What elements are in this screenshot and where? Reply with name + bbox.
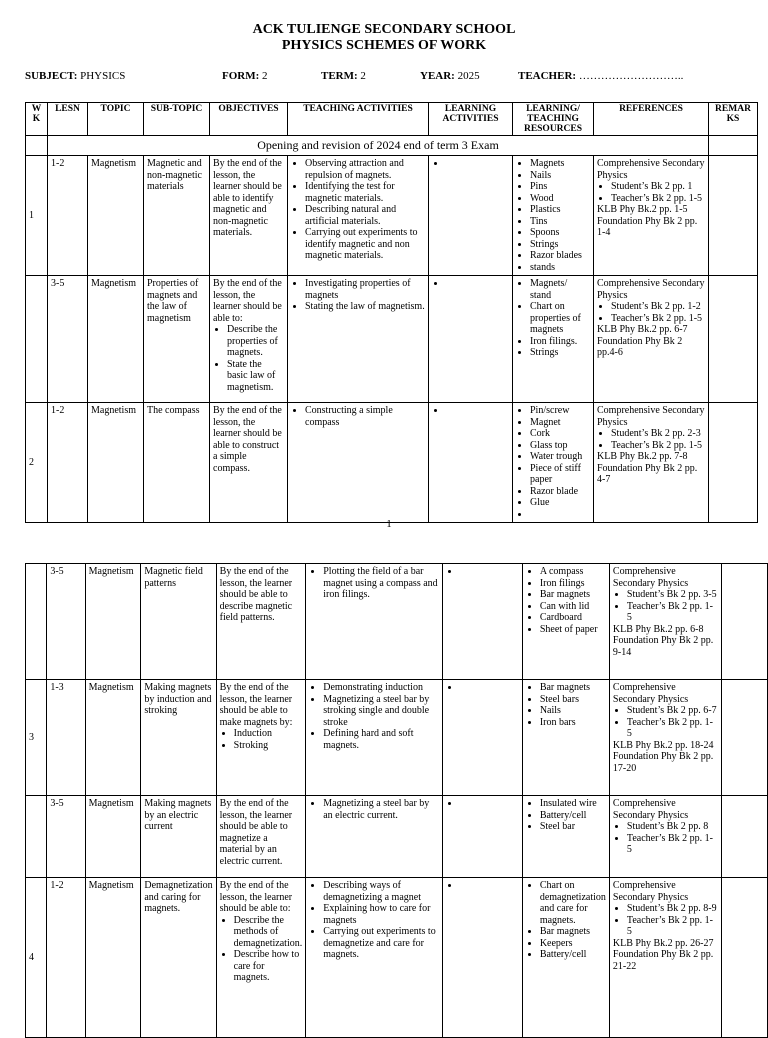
teaching-activity-item: • Identifying the test for magnetic materials. <box>305 181 425 204</box>
reference-item: • Student’s Bk 2 pp. 8 <box>627 821 718 833</box>
teaching-activity-item: • Observing attraction and repulsion of magnets. <box>305 158 425 181</box>
opening-row <box>26 136 758 156</box>
reference-list <box>613 903 718 938</box>
subtopic-cell: Making magnets by an electric current <box>141 796 216 878</box>
teaching-activity-item: • Describing natural and artificial materials. <box>305 204 425 227</box>
learning-cell <box>443 564 523 680</box>
scheme-table-page-1 <box>25 102 758 523</box>
resource-item: • Magnets <box>530 158 590 170</box>
col-subtopic: SUB-TOPIC <box>144 103 210 136</box>
teaching-activity-item: • Demonstrating induction <box>323 682 439 694</box>
reference-head: Comprehensive Secondary Physics <box>597 158 705 181</box>
reference-line: Foundation Phy Bk 2 pp. 9-14 <box>612 635 714 658</box>
reference-line: Foundation Phy Bk 2 pp. 17-20 <box>612 751 714 774</box>
reference-line: Foundation Phy Bk 2 pp. 21-22 <box>612 949 714 972</box>
learning-item <box>446 278 509 290</box>
resource-item: • Nails <box>530 170 590 182</box>
learning-list <box>432 405 509 417</box>
objectives-cell <box>210 156 288 276</box>
resource-item: • Strings <box>530 347 590 359</box>
col-learning: LEARNING ACTIVITIES <box>429 103 513 136</box>
resource-item: • Wood <box>530 193 590 205</box>
teaching-activity-item: • Plotting the field of a bar magnet using a compass and iron filings. <box>323 566 439 601</box>
resource-item: • Iron filings. <box>530 336 590 348</box>
header-row <box>26 103 758 136</box>
objectives-cell <box>210 276 288 403</box>
learning-item <box>460 880 519 892</box>
reference-line: Foundation Phy Bk 2 pp.4-6 <box>597 335 683 358</box>
reference-head: Comprehensive Secondary Physics <box>612 880 689 903</box>
topic-cell: Magnetism <box>85 796 141 878</box>
teaching-activity-item: • Describing ways of demagnetizing a magnet <box>323 880 439 903</box>
learning-list <box>446 798 519 810</box>
remarks-cell <box>721 564 767 680</box>
resource-item: • Water trough <box>530 451 590 463</box>
remarks-cell <box>721 878 767 1038</box>
week-cell: 1 <box>26 156 48 276</box>
reference-item: • Student’s Bk 2 pp. 1-2 <box>611 301 705 313</box>
objectives-text: By the end of the lesson, the learner should be able to make magnets by: <box>219 682 293 728</box>
resource-item: • Chart on demagnetization and care for magnets. <box>540 880 606 926</box>
resource-item: • Bar magnets <box>540 682 606 694</box>
resource-item: • Sheet of paper <box>540 624 606 636</box>
reference-item: • Teacher’s Bk 2 pp. 1-5 <box>627 833 718 856</box>
reference-list <box>613 821 718 856</box>
resource-item: • Magnets/ stand <box>530 278 590 301</box>
resource-item: • Nails <box>540 705 606 717</box>
reference-line: Foundation Phy Bk 2 pp. 1-4 <box>597 215 698 238</box>
teaching-activity-list <box>291 405 425 428</box>
resource-item: • Steel bar <box>540 821 606 833</box>
teaching-cell <box>306 878 443 1038</box>
learning-cell <box>443 796 523 878</box>
topic-cell: Magnetism <box>85 564 141 680</box>
topic-cell: Magnetism <box>85 878 141 1038</box>
reference-head: Comprehensive Secondary Physics <box>597 278 705 301</box>
resource-item: • Plastics <box>530 204 590 216</box>
reference-item: • Teacher’s Bk 2 pp. 1-5 <box>627 915 718 938</box>
resource-item: • Keepers <box>540 938 606 950</box>
resource-item: • Glue <box>530 497 590 509</box>
page-number: 1 <box>386 518 392 530</box>
reference-list <box>613 589 718 624</box>
resource-item: • Glass top <box>530 440 590 452</box>
resource-list <box>526 566 606 635</box>
resource-item: • Pin/screw <box>530 405 590 417</box>
week-cell <box>26 796 47 878</box>
reference-line: KLB Phy Bk.2 pp. 18-24 <box>612 739 714 751</box>
topic-cell: Magnetism <box>88 403 144 523</box>
teaching-activity-item: • Constructing a simple compass <box>305 405 425 428</box>
remarks-cell <box>709 276 758 403</box>
reference-line: KLB Phy Bk.2 pp. 6-7 <box>597 324 688 335</box>
col-lesn: LESN <box>48 103 88 136</box>
objective-list <box>213 324 284 393</box>
teaching-cell <box>306 680 443 796</box>
learning-list <box>446 880 519 892</box>
teaching-activity-list <box>309 682 439 751</box>
week-cell: 3 <box>26 680 47 796</box>
resource-item: • Razor blades <box>530 250 590 262</box>
objectives-text: By the end of the lesson, the learner should be able to identify magnetic and non-magnetic materials. <box>213 158 282 238</box>
subtopic-cell: Magnetic field patterns <box>141 564 216 680</box>
resource-list <box>516 158 590 273</box>
col-objectives: OBJECTIVES <box>210 103 288 136</box>
resources-cell <box>513 403 594 523</box>
week-cell <box>26 276 48 403</box>
resource-item: • Chart on properties of magnets <box>530 301 590 336</box>
week-cell: 4 <box>26 878 47 1038</box>
remarks-cell <box>721 796 767 878</box>
reference-item: • Student’s Bk 2 pp. 8-9 <box>627 903 718 915</box>
learning-cell <box>443 680 523 796</box>
resources-cell <box>522 564 609 680</box>
reference-line: KLB Phy Bk.2 pp. 6-8 <box>612 623 704 635</box>
reference-item: • Teacher’s Bk 2 pp. 1-5 <box>627 601 718 624</box>
references-cell <box>609 796 721 878</box>
reference-line: KLB Phy Bk.2 pp. 1-5 <box>597 204 688 215</box>
resources-cell <box>522 680 609 796</box>
resource-list <box>516 405 590 520</box>
teaching-activity-item: • Carrying out experiments to demagnetize and care for magnets. <box>323 926 439 961</box>
learning-item <box>460 798 519 810</box>
learning-item <box>446 405 509 417</box>
subtopic-cell: Properties of magnets and the law of magnetism <box>144 276 210 403</box>
table-row <box>26 878 768 1038</box>
remarks-cell <box>709 403 758 523</box>
teaching-activity-list <box>291 158 425 262</box>
objective-item: • Describe how to care for magnets. <box>234 949 303 984</box>
resource-item: • A compass <box>540 566 606 578</box>
lesson-cell: 3-5 <box>47 796 85 878</box>
reference-head: Comprehensive Secondary Physics <box>597 405 705 428</box>
resource-item: • Spoons <box>530 227 590 239</box>
resource-item: • Insulated wire <box>540 798 606 810</box>
resource-item: • Battery/cell <box>540 810 606 822</box>
learning-cell <box>429 403 513 523</box>
resources-cell <box>522 796 609 878</box>
learning-cell <box>443 878 523 1038</box>
teaching-activity-item: • Magnetizing a steel bar by stroking single and double stroke <box>323 694 439 729</box>
reference-line: KLB Phy Bk.2 pp. 7-8 <box>597 451 688 462</box>
subtopic-cell: Magnetic and non-magnetic materials <box>144 156 210 276</box>
learning-list <box>432 278 509 290</box>
objective-item: • Induction <box>234 728 303 740</box>
objective-item: • State the basic law of magnetism. <box>227 359 284 394</box>
table-row <box>26 796 768 878</box>
lesson-cell: 3-5 <box>48 276 88 403</box>
resource-item: • Battery/cell <box>540 949 606 961</box>
objectives-text: By the end of the lesson, the learner should be able to magnetize a material by an electric current. <box>219 798 293 867</box>
resource-item: • Bar magnets <box>540 589 606 601</box>
col-references: REFERENCES <box>594 103 709 136</box>
topic-cell: Magnetism <box>88 276 144 403</box>
reference-line: KLB Phy Bk.2 pp. 26-27 <box>612 937 714 949</box>
reference-item: • Student’s Bk 2 pp. 6-7 <box>627 705 718 717</box>
reference-item: • Teacher’s Bk 2 pp. 1-5 <box>611 440 705 452</box>
week-cell <box>26 564 47 680</box>
reference-head: Comprehensive Secondary Physics <box>612 798 689 821</box>
resource-item: • Iron bars <box>540 717 606 729</box>
objectives-cell <box>216 796 306 878</box>
resource-list <box>526 682 606 728</box>
teaching-activity-list <box>309 880 439 961</box>
teaching-activity-list <box>309 566 439 601</box>
teaching-activity-item: • Stating the law of magnetism. <box>305 301 425 313</box>
resources-cell <box>513 156 594 276</box>
form-field: FORM: 2 <box>222 70 268 82</box>
reference-list <box>597 181 705 204</box>
resource-item: • Can with lid <box>540 601 606 613</box>
reference-item: • Student’s Bk 2 pp. 1 <box>611 181 705 193</box>
teacher-field: TEACHER: ……………………….. <box>518 70 684 82</box>
lesson-cell: 3-5 <box>47 564 85 680</box>
teaching-activity-item: • Magnetizing a steel bar by an electric current. <box>323 798 439 821</box>
references-cell <box>594 156 709 276</box>
resource-item: • Strings <box>530 239 590 251</box>
teaching-activity-list <box>309 798 439 821</box>
school-name: ACK TULIENGE SECONDARY SCHOOL <box>252 22 516 37</box>
col-wk: W K <box>26 103 48 136</box>
resources-cell <box>513 276 594 403</box>
teaching-activity-item: • Investigating properties of magnets <box>305 278 425 301</box>
references-cell <box>609 564 721 680</box>
table-row <box>26 564 768 680</box>
document-title: PHYSICS SCHEMES OF WORK <box>281 38 487 53</box>
objective-item: • Stroking <box>234 740 303 752</box>
objectives-text: By the end of the lesson, the learner should be able to: <box>219 880 293 914</box>
teaching-activity-item: • Defining hard and soft magnets. <box>323 728 439 751</box>
col-resources: LEARNING/ TEACHING RESOURCES <box>513 103 594 136</box>
resource-list <box>516 278 590 359</box>
table-row <box>26 680 768 796</box>
table-row <box>26 403 758 523</box>
resource-item: • Piece of stiff paper <box>530 463 590 486</box>
resource-item: • stands <box>530 262 590 274</box>
col-remarks: REMAR KS <box>709 103 758 136</box>
learning-list <box>446 682 519 694</box>
references-cell <box>594 276 709 403</box>
resource-item: • Iron filings <box>540 578 606 590</box>
resource-item: • Magnet <box>530 417 590 429</box>
lesson-cell: 1-3 <box>47 680 85 796</box>
reference-item: • Student’s Bk 2 pp. 2-3 <box>611 428 705 440</box>
col-topic: TOPIC <box>88 103 144 136</box>
teaching-cell <box>288 276 429 403</box>
year-field: YEAR: 2025 <box>420 70 480 82</box>
lesson-cell: 1-2 <box>47 878 85 1038</box>
resource-item: • Cork <box>530 428 590 440</box>
reference-line: Foundation Phy Bk 2 pp. 4-7 <box>597 462 698 485</box>
teaching-activity-item: • Explaining how to care for magnets <box>323 903 439 926</box>
teaching-cell <box>306 564 443 680</box>
objectives-text: By the end of the lesson, the learner should be able to describe magnetic field patterns. <box>219 566 293 623</box>
teaching-cell <box>306 796 443 878</box>
topic-cell: Magnetism <box>85 680 141 796</box>
subject-field: SUBJECT: PHYSICS <box>25 70 126 82</box>
objective-list <box>220 915 303 984</box>
resource-list <box>526 880 606 961</box>
resource-item: • Tins <box>530 216 590 228</box>
topic-cell: Magnetism <box>88 156 144 276</box>
week-cell: 2 <box>26 403 48 523</box>
subtopic-cell: Making magnets by induction and stroking <box>141 680 216 796</box>
references-cell <box>609 680 721 796</box>
objectives-text: By the end of the lesson, the learner should be able to: <box>213 278 282 324</box>
learning-cell <box>429 156 513 276</box>
remarks-cell <box>709 156 758 276</box>
objectives-cell <box>210 403 288 523</box>
objectives-text: By the end of the lesson, the learner should be able to construct a simple compass. <box>213 405 282 474</box>
objectives-cell <box>216 680 306 796</box>
resource-item: • Pins <box>530 181 590 193</box>
reference-head: Comprehensive Secondary Physics <box>612 682 689 705</box>
opening-text: Opening and revision of 2024 end of term 3 Exam <box>48 136 709 156</box>
learning-list <box>446 566 519 578</box>
objective-item: • Describe the methods of demagnetization. <box>234 915 303 950</box>
subtopic-cell: The compass <box>144 403 210 523</box>
teaching-activity-list <box>291 278 425 313</box>
teaching-activity-item: • Carrying out experiments to identify magnetic and non magnetic materials. <box>305 227 425 262</box>
table-row <box>26 276 758 403</box>
reference-item: • Teacher’s Bk 2 pp. 1-5 <box>611 313 705 325</box>
col-teaching: TEACHING ACTIVITIES <box>288 103 429 136</box>
learning-list <box>432 158 509 170</box>
resource-item: • Bar magnets <box>540 926 606 938</box>
lesson-cell: 1-2 <box>48 403 88 523</box>
lesson-cell: 1-2 <box>48 156 88 276</box>
reference-list <box>613 705 718 740</box>
remarks-cell <box>721 680 767 796</box>
references-cell <box>609 878 721 1038</box>
learning-item <box>460 566 519 578</box>
learning-item <box>460 682 519 694</box>
resources-cell <box>522 878 609 1038</box>
reference-list <box>597 301 705 324</box>
learning-cell <box>429 276 513 403</box>
reference-item: • Teacher’s Bk 2 pp. 1-5 <box>627 717 718 740</box>
resource-item: • Cardboard <box>540 612 606 624</box>
learning-item <box>446 158 509 170</box>
resource-item: • Steel bars <box>540 694 606 706</box>
teaching-cell <box>288 403 429 523</box>
resource-item: • Razor blade <box>530 486 590 498</box>
objectives-cell <box>216 564 306 680</box>
term-field: TERM: 2 <box>321 70 366 82</box>
objective-item: • Describe the properties of magnets. <box>227 324 284 359</box>
table-row <box>26 156 758 276</box>
subtopic-cell: Demagnetization and caring for magnets. <box>141 878 216 1038</box>
teaching-cell <box>288 156 429 276</box>
references-cell <box>594 403 709 523</box>
reference-item: • Teacher’s Bk 2 pp. 1-5 <box>611 193 705 205</box>
objectives-cell <box>216 878 306 1038</box>
resource-list <box>526 798 606 833</box>
reference-item: • Student’s Bk 2 pp. 3-5 <box>627 589 718 601</box>
reference-head: Comprehensive Secondary Physics <box>612 566 689 589</box>
objective-list <box>220 728 303 751</box>
reference-list <box>597 428 705 451</box>
scheme-table-page-2 <box>25 563 768 1038</box>
